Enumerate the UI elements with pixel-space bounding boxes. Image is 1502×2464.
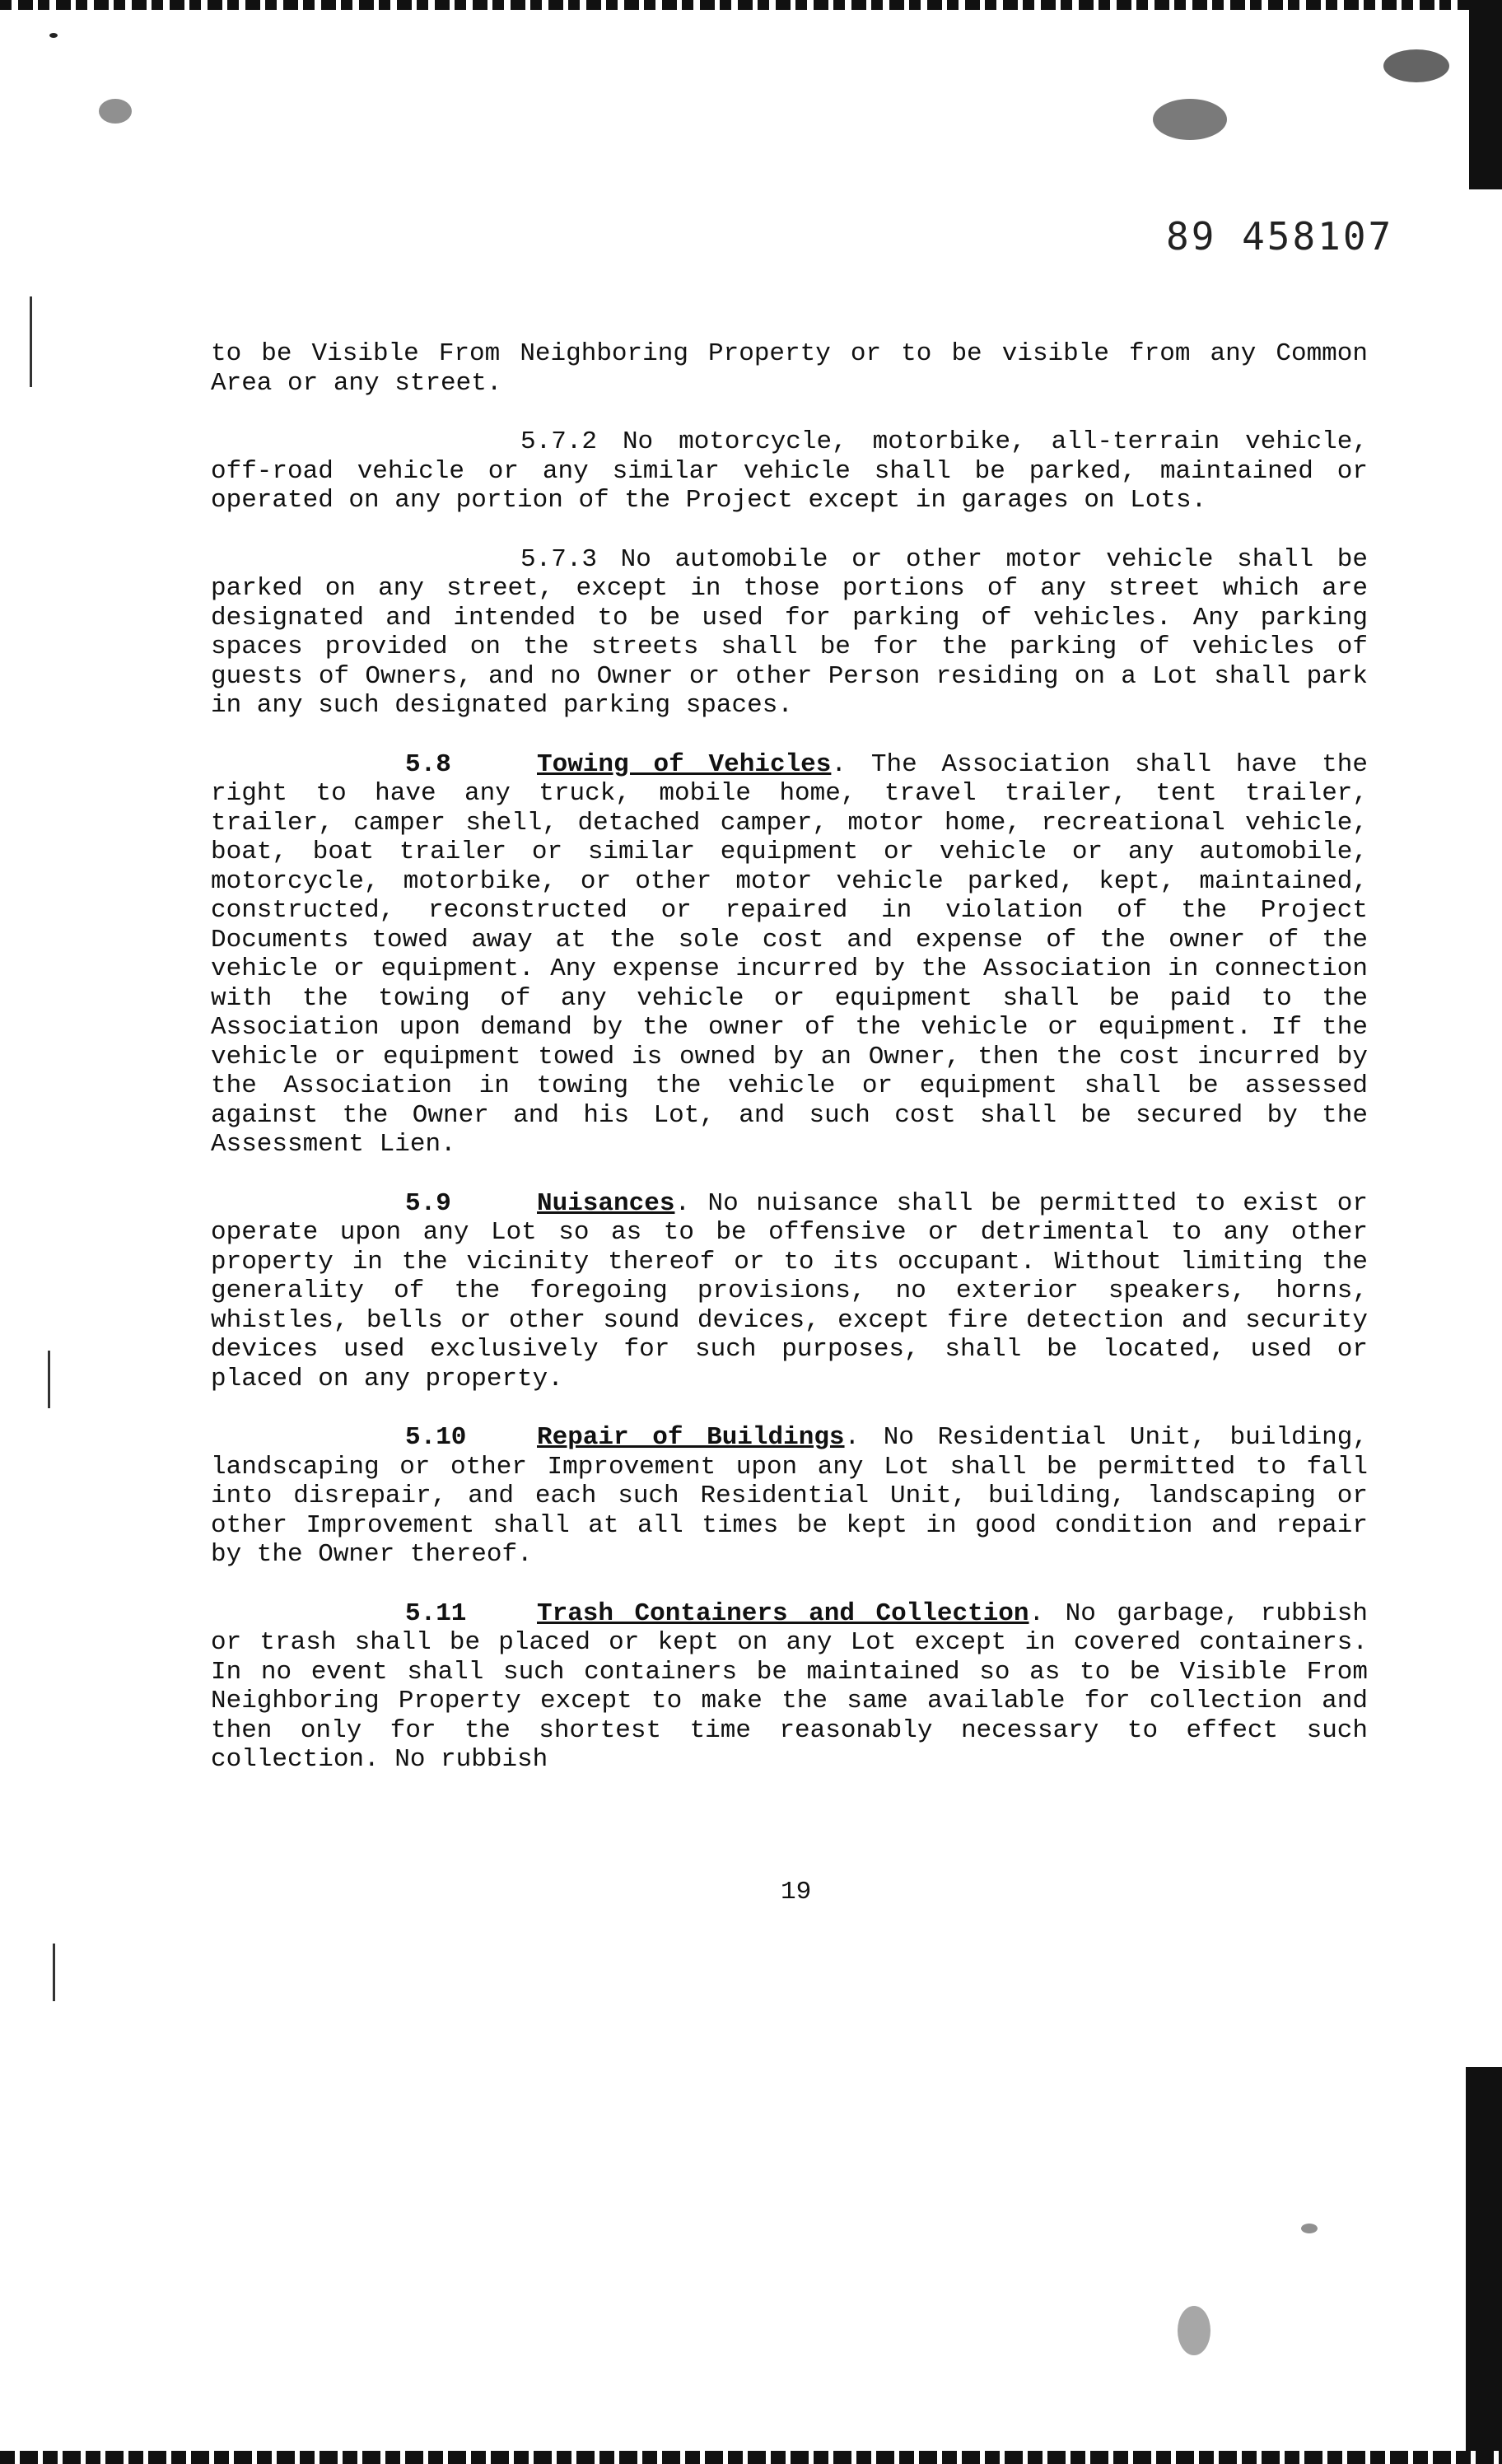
document-number: 89 458107 — [1166, 214, 1394, 259]
scan-speck — [1383, 49, 1449, 82]
section-number: 5.11 — [405, 1598, 467, 1628]
section-5-10: 5.10 Repair of Buildings. No Residential Unit, building, landscaping or other Improvement upon any Lot shall be permitted to fall into disrepair, and each such Residential Unit, building, landscaping or other Improvement shall at all times be kept in good condition and repair by the Owner thereof. — [211, 1423, 1368, 1569]
scan-edge-bottom — [0, 2451, 1502, 2464]
paragraph-number: 5.7.2 — [520, 427, 598, 456]
paragraph-text: No motorcycle, motorbike, all-terrain vehicle, off-road vehicle or any similar vehicle shall be parked, maintained or operated on any portion of the Project except in garages on Lots. — [211, 427, 1368, 515]
scan-speck — [49, 33, 58, 38]
scan-speck — [1153, 99, 1227, 140]
scan-speck — [1301, 2224, 1318, 2233]
continuation-paragraph: to be Visible From Neighboring Property or to be visible from any Common Area or any street. — [211, 339, 1368, 398]
scan-edge-top — [0, 0, 1502, 10]
scan-shadow-top-right — [1469, 0, 1502, 189]
paragraph-number: 5.7.3 — [520, 544, 598, 574]
margin-mark — [48, 1351, 50, 1408]
document-body — [211, 339, 1368, 1804]
section-text: No Residential Unit, building, landscaping or other Improvement upon any Lot shall be permitted to fall into disrepair, and each such Residential Unit, building, landscaping or other Improvement shall at all times be kept in good condition and repair by the Owner thereof. — [211, 1423, 1368, 1569]
paragraph-5-7-3 — [211, 545, 1368, 721]
paragraph-5-7-2 — [211, 427, 1368, 516]
section-text: No garbage, rubbish or trash shall be placed or kept on any Lot except in covered containers. In no event shall such containers be maintained so as to be Visible From Neighboring Property except to make the same available for collection and then only for the shortest time reasonably necessary to effect such collection. No rubbish — [211, 1598, 1368, 1774]
margin-mark — [53, 1944, 55, 2001]
scan-shadow-bottom-right — [1466, 2067, 1502, 2451]
section-text: No nuisance shall be permitted to exist or operate upon any Lot so as to be offensive or detrimental to any other property in the vicinity thereof or to its occupant. Without limiting the generality of the foregoing provisions, no exterior speakers, horns, whistles, bells or other sound devices, except fire detection and security devices used exclusively for such purposes, shall be located, used or placed on any property. — [211, 1188, 1368, 1393]
section-text: The Association shall have the right to have any truck, mobile home, travel trailer, tent trailer, trailer, camper shell, detached camper, motor home, recreational vehicle, boat, boat trailer or similar equipment or vehicle or any automobile, motorcycle, motorbike, or other motor vehicle parked, kept, maintained, constructed, reconstructed or repaired in violation of the Project Documents towed away at the sole cost and expense of the owner of the vehicle or equipment. Any expense incurred by the Association in connection with the towing of any vehicle or equipment shall be paid to the Association upon demand by the owner of the vehicle or equipment. If the vehicle or equipment towed is owned by an Owner, then the cost incurred by the Association in towing the vehicle or equipment shall be assessed against the Owner and his Lot, and such cost shall be secured by the Assessment Lien. — [211, 749, 1368, 1159]
scan-speck — [99, 99, 132, 124]
section-number: 5.9 — [405, 1188, 451, 1218]
scan-speck — [1178, 2306, 1210, 2355]
section-5-11: 5.11 Trash Containers and Collection. No garbage, rubbish or trash shall be placed or kept on any Lot except in covered containers. In no event shall such containers be maintained so as to be Visible From Neighboring Property except to make the same available for collection and then only for the shortest time reasonably necessary to effect such collection. No rubbish — [211, 1598, 1368, 1774]
paragraph-text: No automobile or other motor vehicle shall be parked on any street, except in those portions of any street which are designated and intended to be used for parking of vehicles. Any parking spaces provided on the streets shall be for the parking of vehicles of guests of Owners, and no Owner or other Person residing on a Lot shall park in any such designated parking spaces. — [211, 544, 1368, 720]
page-number: 19 — [781, 1878, 812, 1906]
margin-mark — [30, 296, 32, 387]
section-number: 5.8 — [405, 749, 451, 779]
section-heading: Trash Containers and Collection — [537, 1598, 1029, 1628]
section-heading: Towing of Vehicles — [537, 749, 832, 779]
section-heading: Nuisances — [537, 1188, 675, 1218]
section-heading: Repair of Buildings — [537, 1423, 845, 1452]
section-5-8: 5.8 Towing of Vehicles. The Association shall have the right to have any truck, mobile home, travel trailer, tent trailer, trailer, camper shell, detached camper, motor home, recreational vehicle, boat, boat trailer or similar equipment or vehicle or any automobile, motorcycle, motorbike, or other motor vehicle parked, kept, maintained, constructed, reconstructed or repaired in violation of the Project Documents towed away at the sole cost and expense of the owner of the vehicle or equipment. Any expense incurred by the Association in connection with the towing of any vehicle or equipment shall be paid to the Association upon demand by the owner of the vehicle or equipment. If the vehicle or equipment towed is owned by an Owner, then the cost incurred by the Association in towing the vehicle or equipment shall be assessed against the Owner and his Lot, and such cost shall be secured by the Assessment Lien. — [211, 749, 1368, 1159]
section-number: 5.10 — [405, 1423, 467, 1452]
section-5-9: 5.9 Nuisances. No nuisance shall be permitted to exist or operate upon any Lot so as to be offensive or detrimental to any other property in the vicinity thereof or to its occupant. Without limiting the generality of the foregoing provisions, no exterior speakers, horns, whistles, bells or other sound devices, except fire detection and security devices used exclusively for such purposes, shall be located, used or placed on any property. — [211, 1188, 1368, 1393]
